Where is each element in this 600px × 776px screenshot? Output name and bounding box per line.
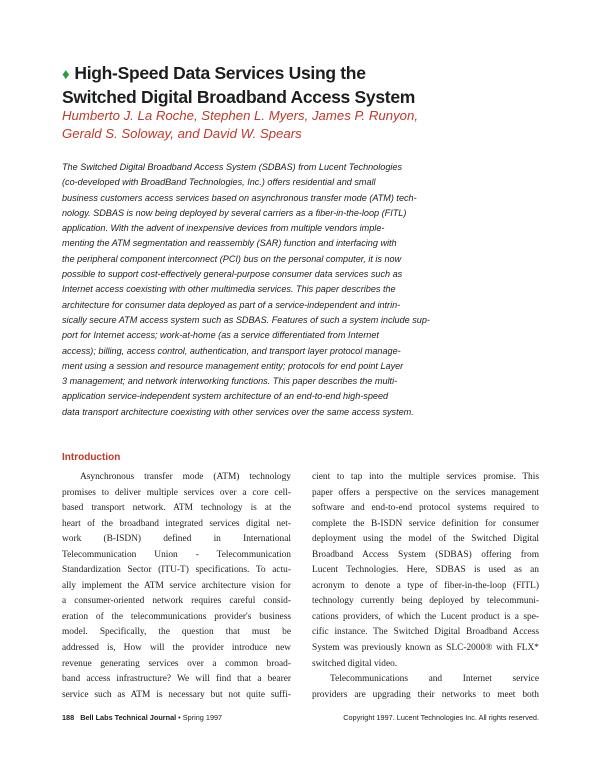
abstract-line: menting the ATM segmentation and reassembly (SAR) function and interfacing with <box>62 238 397 249</box>
body-line: cations providers, of which the Lucent product is a spe- <box>312 611 539 622</box>
abstract-line: 3 management; and network interworking functions. This paper describes the multi- <box>62 376 398 387</box>
body-line: Telecommunication Union - Telecommunication <box>62 549 291 560</box>
abstract-line: architecture for consumer data deployed as part of a service-independent and intrin- <box>62 299 401 310</box>
body-line: band access infrastructure? We will find that a bearer <box>62 674 291 685</box>
body-line: a consumer-oriented network requires careful consid- <box>62 596 291 607</box>
abstract <box>62 160 462 420</box>
body-line: addressed is, How will the provider introduce new <box>62 643 291 654</box>
title-line-2: Switched Digital Broadband Access System <box>62 87 416 107</box>
abstract-line: sically secure ATM access system such as SDBAS. Features of such a system include sup- <box>62 314 430 325</box>
body-line: complete the B-ISDN service definition for consumer <box>312 518 539 529</box>
journal-issue: • Spring 1997 <box>176 713 223 722</box>
body-column-right <box>312 470 539 703</box>
body-line: software and end-to-end protocol systems required to <box>312 503 539 514</box>
footer-copyright: Copyright 1997. Lucent Technologies Inc. All rights reserved. <box>343 713 539 722</box>
journal-name: Bell Labs Technical Journal <box>80 713 177 722</box>
abstract-line: port for Internet access; work-at-home (as a service differentiated from Internet <box>62 330 379 341</box>
body-line: model. Specifically, the question that must be <box>62 627 291 638</box>
authors-line-1: Humberto J. La Roche, Stephen L. Myers, James P. Runyon, <box>62 108 418 123</box>
body-line: based transport network. ATM technology is at the <box>62 503 291 514</box>
title-line-1: ♦ High-Speed Data Services Using the <box>62 63 366 83</box>
body-line: Asynchronous transfer mode (ATM) technology <box>80 472 291 482</box>
diamond-bullet-icon: ♦ <box>62 66 70 83</box>
abstract-line: application service-independent system architecture of an end-to-end high-speed <box>62 391 389 402</box>
body-line: Standardization Sector (ITU-T) specifications. To actu- <box>62 565 291 576</box>
body-line: switched digital video. <box>312 658 398 669</box>
abstract-line: possible to support cost-effectively general-purpose consumer data services such as <box>62 269 403 280</box>
body-line: service such as ATM is necessary but not quite suffi- <box>62 689 291 700</box>
body-line: promises to deliver multiple services over a core cell- <box>62 487 291 498</box>
author-list <box>62 107 502 142</box>
paper-title <box>62 62 532 108</box>
body-line: Telecommunications and Internet service <box>330 674 539 685</box>
body-line: revenue generating services over a common broad- <box>62 658 291 669</box>
abstract-line: The Switched Digital Broadband Access System (SDBAS) from Lucent Technologies <box>62 162 402 172</box>
abstract-line: data transport architecture coexisting with other services over the same access system. <box>62 406 414 417</box>
body-column-left <box>62 470 291 703</box>
body-line: System was previously known as SLC-2000® with FLX* <box>312 643 539 654</box>
body-line: cient to tap into the multiple services promise. This <box>312 472 539 482</box>
abstract-line: (co-developed with BroadBand Technologies, Inc.) offers residential and small <box>62 177 376 188</box>
body-line: Broadband Access System (SDBAS) offering from <box>312 549 539 560</box>
abstract-line: nology. SDBAS is now being deployed by several carriers as a fiber-in-the-loop (FITL) <box>62 207 407 218</box>
body-line: eration of the telecommunications provider's business <box>62 611 291 622</box>
abstract-line: access); billing, access control, authentication, and transport layer protocol manage- <box>62 345 401 356</box>
abstract-line: the peripheral component interconnect (PCI) bus on the personal computer, it is now <box>62 253 402 264</box>
body-line: acronym to denote a type of fiber-in-the-loop (FITL) <box>312 580 539 591</box>
body-line: ally implement the ATM service architecture vision for <box>62 580 291 591</box>
body-line: cific instance. The Switched Digital Broadband Access <box>312 627 539 638</box>
abstract-line: business customers access services based on asynchronous transfer mode (ATM) tech- <box>62 192 417 203</box>
body-line: technology currently being deployed by telecommuni- <box>312 596 539 607</box>
body-line: deployment using the model of the Switched Digital <box>312 534 539 545</box>
body-line: paper offers a perspective on the services management <box>312 487 539 498</box>
abstract-line: application. With the advent of inexpensive devices from multiple vendors imple- <box>62 223 385 234</box>
abstract-line: ment using a session and resource management entity; protocols for end point Layer <box>62 360 404 371</box>
body-line: heart of the broadband integrated services digital net- <box>62 518 291 529</box>
page-number: 188 <box>62 713 75 722</box>
body-line: Lucent Technologies. Here, SDBAS is used as an <box>312 565 539 576</box>
body-line: work (B-ISDN) defined in International <box>62 534 291 545</box>
body-line: providers are upgrading their networks to meet both <box>312 689 539 700</box>
section-heading-introduction: Introduction <box>62 452 121 463</box>
footer-journal-info <box>62 713 222 722</box>
authors-line-2: Gerald S. Soloway, and David W. Spears <box>62 125 302 141</box>
abstract-line: Internet access coexisting with other multimedia services. This paper describes the <box>62 284 396 295</box>
